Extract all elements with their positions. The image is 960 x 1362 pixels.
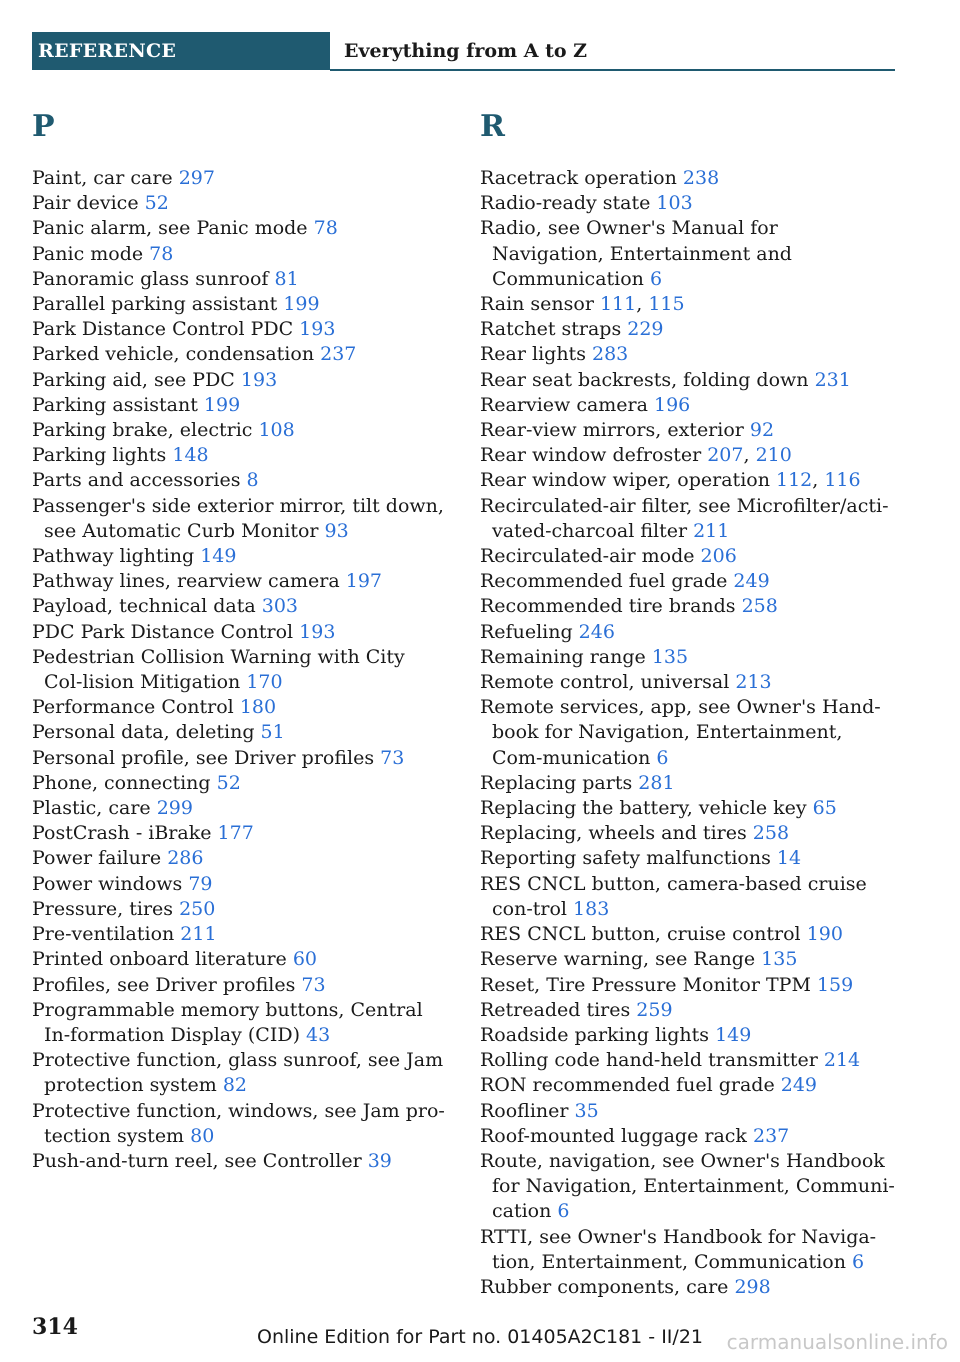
index-entry-text: Replacing the battery, vehicle key	[480, 797, 813, 820]
index-entry-text: Push-and-turn reel, see Controller	[32, 1149, 368, 1172]
page-link[interactable]: 60	[292, 948, 318, 971]
index-column-left	[32, 108, 447, 1174]
index-entry-text: RTTI, see Owner's Handbook for Naviga-tion, Entertainment, Communication	[480, 1225, 877, 1273]
page-link[interactable]: 65	[812, 797, 837, 820]
index-entry	[480, 771, 895, 796]
page-link[interactable]: 52	[216, 771, 241, 794]
index-entry-text: Rear lights	[480, 343, 592, 366]
index-entry-text: Ratchet straps	[480, 318, 628, 341]
index-entry	[480, 973, 895, 998]
page-link[interactable]: 246	[578, 620, 615, 643]
page-link[interactable]: 249	[780, 1074, 817, 1097]
page-link[interactable]: 135	[651, 645, 689, 668]
page-link[interactable]: 14	[776, 847, 802, 870]
page-link[interactable]: 6	[557, 1200, 570, 1223]
index-entry-text: Panoramic glass sunroof	[32, 267, 275, 290]
watermark: carmanualsonline.info	[726, 1330, 948, 1354]
index-entry-list	[480, 166, 895, 1300]
index-entry	[480, 872, 895, 922]
index-entry-text: Profiles, see Driver profiles	[32, 973, 302, 996]
index-entry	[480, 1149, 895, 1225]
page-link[interactable]: 39	[367, 1149, 392, 1172]
index-entry-text: PostCrash - iBrake	[32, 822, 218, 845]
index-entry	[32, 821, 447, 846]
index-entry-text: Pre-ventilation	[32, 923, 181, 946]
index-entry	[32, 191, 447, 216]
index-entry-text: Parking assistant	[32, 393, 204, 416]
index-entry	[32, 846, 447, 871]
index-entry	[32, 796, 447, 821]
index-entry	[480, 494, 895, 544]
index-entry-text: Recommended tire brands	[480, 595, 742, 618]
page-link[interactable]: 211	[180, 923, 217, 946]
page-link[interactable]: 237	[320, 343, 357, 366]
index-entry-text: Payload, technical data	[32, 595, 262, 618]
index-entry	[480, 216, 895, 292]
page-link[interactable]: 112	[775, 469, 813, 492]
page-link[interactable]: 258	[741, 595, 778, 618]
page-link[interactable]: 196	[654, 393, 691, 416]
index-entry-text: Racetrack operation	[480, 167, 683, 189]
index-entry-text: Personal data, deleting	[32, 721, 261, 744]
index-entry-text: RON recommended fuel grade	[480, 1074, 781, 1097]
index-entry	[32, 922, 447, 947]
index-entry	[32, 720, 447, 745]
index-entry	[480, 368, 895, 393]
index-entry-text: Park Distance Control PDC	[32, 318, 300, 341]
index-entry	[480, 821, 895, 846]
page-link[interactable]: 206	[700, 545, 737, 568]
page-link[interactable]: 149	[715, 1023, 752, 1046]
page-link[interactable]: 6	[851, 1250, 865, 1273]
page-link[interactable]: 238	[682, 167, 720, 189]
index-entry	[32, 242, 447, 267]
index-entry	[32, 1048, 447, 1098]
index-entry-text: RES CNCL button, cruise control	[480, 923, 807, 946]
index-entry-text: Rear-view mirrors, exterior	[480, 419, 750, 442]
index-entry-text: Rear seat backrests, folding down	[480, 368, 815, 391]
index-entry	[480, 645, 895, 670]
index-entry-text: PDC Park Distance Control	[32, 620, 300, 643]
index-entry-text: Pressure, tires	[32, 897, 180, 920]
index-entry-text: Programmable memory buttons, Central In-formation Display (CID)	[32, 998, 423, 1046]
index-entry	[480, 922, 895, 947]
index-entry-text: Protective function, glass sunroof, see Jam protection system	[32, 1049, 444, 1097]
page-link[interactable]: 286	[167, 847, 204, 870]
index-entry-text: Retreaded tires	[480, 998, 637, 1021]
index-entry	[32, 695, 447, 720]
page-link[interactable]: 80	[190, 1124, 215, 1147]
index-entry	[480, 569, 895, 594]
index-entry-text: Roofliner	[480, 1099, 575, 1122]
index-entry-text: Reserve warning, see Range	[480, 948, 762, 971]
index-entry-text: Recirculated-air filter, see Microfilter/acti-vated-charcoal filter	[480, 494, 889, 542]
index-entry-text: Rearview camera	[480, 393, 654, 416]
page-link[interactable]: 116	[824, 469, 861, 492]
page-link[interactable]: 190	[806, 923, 843, 946]
index-entry-text: Parking aid, see PDC	[32, 368, 241, 391]
index-entry	[32, 569, 447, 594]
index-entry-text: Recirculated-air mode	[480, 545, 701, 568]
index-entry-text: Rolling code hand-held transmitter	[480, 1049, 824, 1072]
page-link[interactable]: 237	[753, 1124, 790, 1147]
page-link[interactable]: 149	[200, 545, 237, 568]
index-entry	[480, 1048, 895, 1073]
index-entry-text: Rear window wiper, operation	[480, 469, 776, 492]
page-link[interactable]: 249	[733, 570, 770, 593]
page-link[interactable]: 298	[734, 1275, 771, 1298]
index-entry-text: Remaining range	[480, 645, 652, 668]
index-entry-text: Plastic, care	[32, 797, 157, 820]
page-link[interactable]: 199	[283, 293, 320, 316]
index-entry	[32, 645, 447, 695]
index-entry	[480, 1275, 895, 1300]
page-link[interactable]: 214	[823, 1049, 861, 1072]
index-entry-text: Rear window defroster	[480, 444, 708, 467]
page-link[interactable]: 43	[306, 1023, 331, 1046]
index-entry	[480, 1225, 895, 1275]
page-link[interactable]: 297	[178, 167, 215, 189]
index-entry	[480, 796, 895, 821]
page-link[interactable]: 111	[599, 293, 637, 316]
index-entry	[480, 846, 895, 871]
index-entry-text: Remote control, universal	[480, 671, 736, 694]
page-link[interactable]: 299	[156, 797, 193, 820]
index-entry-list	[32, 166, 447, 1174]
page-link[interactable]: 207	[707, 444, 744, 467]
page-link[interactable]: 199	[203, 393, 241, 416]
index-entry	[32, 1149, 447, 1174]
index-entry	[32, 494, 447, 544]
page-link[interactable]: 193	[240, 368, 278, 391]
index-entry	[32, 998, 447, 1048]
index-entry-text: Phone, connecting	[32, 771, 217, 794]
page-link[interactable]: 180	[239, 696, 277, 719]
index-entry-text: Power windows	[32, 872, 189, 895]
page-link[interactable]: 197	[345, 570, 382, 593]
index-entry-text: Reporting safety malfunctions	[480, 847, 777, 870]
index-entry-text: Roof-mounted luggage rack	[480, 1124, 753, 1147]
index-entry	[480, 998, 895, 1023]
index-entry	[32, 947, 447, 972]
page-link[interactable]: 283	[591, 343, 629, 366]
index-entry	[480, 418, 895, 443]
index-entry	[32, 897, 447, 922]
page-link[interactable]: 6	[656, 746, 669, 769]
index-entry: Rear window wiper, operation 112, 116	[480, 469, 861, 492]
index-entry-text: Paint, car care	[32, 167, 179, 189]
index-entry-text: RES CNCL button, camera-based cruise con-trol	[480, 872, 867, 920]
index-entry-text: Pair device	[32, 192, 145, 215]
index-entry-text: Parking lights	[32, 444, 173, 467]
index-entry	[480, 1073, 895, 1098]
index-entry-text: Protective function, windows, see Jam pro-tection system	[32, 1099, 445, 1147]
section-tab: REFERENCE	[32, 32, 330, 70]
page-link[interactable]: 259	[636, 998, 673, 1021]
index-entry	[32, 1099, 447, 1149]
page-link[interactable]: 81	[274, 267, 299, 290]
index-entry-text: Route, navigation, see Owner's Handbook for Navigation, Entertainment, Communi-cation	[480, 1149, 895, 1223]
index-entry	[480, 620, 895, 645]
index-entry-text: Pedestrian Collision Warning with City Col-lision Mitigation	[32, 645, 405, 694]
page-link[interactable]: 231	[814, 368, 851, 391]
index-entry-text: Rain sensor	[480, 293, 600, 316]
index-entry-text: Power failure	[32, 847, 168, 870]
page-link[interactable]: 135	[761, 948, 798, 971]
index-entry	[32, 418, 447, 443]
page-link[interactable]: 177	[217, 822, 254, 845]
index-entry	[480, 1023, 895, 1048]
index-entry	[480, 695, 895, 771]
index-entry-text: Parts and accessories	[32, 469, 247, 492]
page-link[interactable]: 281	[638, 771, 675, 794]
index-entry	[32, 594, 447, 619]
page-link[interactable]: 79	[188, 872, 213, 895]
index-entry	[32, 267, 447, 292]
page-link[interactable]: 6	[649, 267, 663, 290]
index-entry-text: Rubber components, care	[480, 1275, 735, 1298]
index-entry-text: Performance Control	[32, 696, 240, 719]
index-entry	[32, 166, 447, 191]
index-entry-text: Pathway lines, rearview camera	[32, 570, 346, 593]
index-entry	[480, 393, 895, 418]
page-link[interactable]: 115	[648, 293, 685, 316]
index-entry-text: Radio, see Owner's Manual for Navigation, Entertainment and Communication	[480, 217, 792, 290]
page-number: 314	[32, 1314, 78, 1340]
header-title: Everything from A to Z	[344, 40, 588, 62]
index-column-right	[480, 108, 895, 1300]
index-entry	[32, 746, 447, 771]
index-entry-text: Passenger's side exterior mirror, tilt down, see Automatic Curb Monitor	[32, 494, 444, 542]
page-link[interactable]: 103	[656, 192, 693, 215]
index-entry	[32, 544, 447, 569]
index-entry	[480, 1124, 895, 1149]
index-entry-text: Personal profile, see Driver profiles	[32, 746, 381, 769]
page-link[interactable]: 8	[246, 469, 259, 492]
index-entry-text: Recommended fuel grade	[480, 570, 734, 593]
page-link[interactable]: 183	[573, 897, 610, 920]
page-link[interactable]: 51	[260, 721, 285, 744]
index-entry-text: Parked vehicle, condensation	[32, 343, 321, 366]
index-entry-text: Parallel parking assistant	[32, 293, 284, 316]
page-link[interactable]: 78	[313, 217, 338, 240]
index-entry	[480, 947, 895, 972]
page-link[interactable]: 159	[816, 973, 854, 996]
index-entry	[480, 342, 895, 367]
page-link[interactable]: 303	[261, 595, 298, 618]
index-entry	[32, 443, 447, 468]
page-header	[32, 32, 895, 72]
page-link[interactable]: 73	[380, 746, 405, 769]
index-entry-text: Refueling	[480, 620, 579, 643]
index-entry	[480, 544, 895, 569]
index-entry	[32, 342, 447, 367]
page-link[interactable]: 82	[222, 1074, 247, 1097]
page-link[interactable]: 78	[149, 242, 174, 265]
index-entry: Rear window defroster 207, 210	[480, 444, 792, 467]
index-entry-text: Replacing, wheels and tires	[480, 822, 753, 845]
page-link[interactable]: 193	[299, 318, 336, 341]
index-entry	[32, 620, 447, 645]
index-entry	[480, 166, 895, 191]
index-entry	[480, 317, 895, 342]
index-entry-text: Parking brake, electric	[32, 419, 259, 442]
page-link[interactable]: 35	[574, 1099, 599, 1122]
index-entry	[32, 292, 447, 317]
page-link[interactable]: 73	[301, 973, 326, 996]
index-entry	[480, 670, 895, 695]
index-entry-text: Roadside parking lights	[480, 1023, 716, 1046]
page-link[interactable]: 258	[752, 822, 790, 845]
page-link[interactable]: 210	[755, 444, 792, 467]
page-link[interactable]: 93	[324, 519, 349, 542]
index-entry-text: Reset, Tire Pressure Monitor TPM	[480, 973, 817, 996]
edition-footer: Online Edition for Part no. 01405A2C181 - II/21	[256, 1326, 703, 1348]
index-entry	[32, 468, 447, 493]
index-entry	[480, 191, 895, 216]
index-entry-text: Replacing parts	[480, 771, 639, 794]
page-link[interactable]: 52	[144, 192, 169, 215]
index-entry	[32, 393, 447, 418]
index-entry-text: Radio-ready state	[480, 192, 657, 215]
page-link[interactable]: 211	[693, 519, 730, 542]
index-letter: P	[32, 109, 55, 144]
index-entry-text: Printed onboard literature	[32, 948, 293, 971]
page-link[interactable]: 108	[258, 419, 295, 442]
index-entry-text: Panic mode	[32, 242, 150, 265]
index-entry-text: Panic alarm, see Panic mode	[32, 217, 314, 240]
index-entry: Rain sensor 111, 115	[480, 293, 685, 316]
page-link[interactable]: 250	[179, 897, 216, 920]
index-entry	[32, 368, 447, 393]
index-entry	[480, 1099, 895, 1124]
index-entry-text: Pathway lighting	[32, 545, 201, 568]
index-letter: R	[480, 109, 505, 144]
index-entry	[32, 216, 447, 241]
page-link[interactable]: 148	[172, 444, 209, 467]
index-entry	[32, 973, 447, 998]
page-link[interactable]: 170	[246, 671, 283, 694]
index-entry	[480, 594, 895, 619]
page-link[interactable]: 229	[627, 318, 664, 341]
index-entry-text: Remote services, app, see Owner's Hand-book for Navigation, Entertainment, Com-munication	[480, 696, 881, 769]
index-entry	[32, 771, 447, 796]
index-entry	[32, 872, 447, 897]
page-link[interactable]: 213	[735, 671, 772, 694]
index-entry	[32, 317, 447, 342]
page-link[interactable]: 92	[749, 419, 775, 442]
page-link[interactable]: 193	[299, 620, 336, 643]
